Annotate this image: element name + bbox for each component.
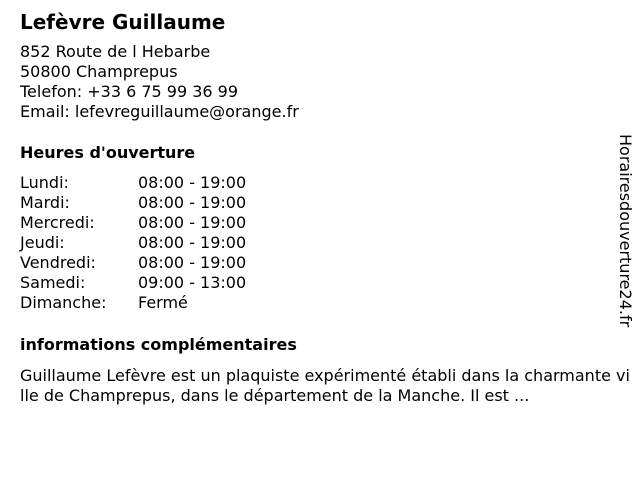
day-label: Lundi: [20, 173, 69, 192]
day-hours: 08:00 - 19:00 [138, 253, 247, 272]
day-label: Dimanche: [20, 293, 107, 312]
address-line-2: 50800 Champrepus [20, 62, 178, 81]
opening-hours-title: Heures d'ouverture [20, 143, 196, 162]
email-address: Email: lefevreguillaume@orange.fr [20, 102, 299, 121]
day-label: Mardi: [20, 193, 70, 212]
address-line-1: 852 Route de l Hebarbe [20, 42, 211, 61]
business-card [20, 10, 632, 406]
day-hours: 08:00 - 19:00 [138, 213, 247, 232]
day-label: Vendredi: [20, 253, 96, 272]
opening-hours-list [20, 173, 632, 313]
day-hours: 08:00 - 19:00 [138, 173, 247, 192]
hours-row-saturday [20, 273, 632, 293]
hours-row-wednesday [20, 213, 632, 233]
hours-row-monday [20, 173, 632, 193]
hours-row-friday [20, 253, 632, 273]
day-label: Samedi: [20, 273, 86, 292]
business-name: Lefèvre Guillaume [20, 10, 226, 34]
day-hours: Fermé [138, 293, 188, 312]
site-brand-watermark: Horairesdouverture24.fr [616, 134, 635, 328]
hours-row-thursday [20, 233, 632, 253]
day-label: Mercredi: [20, 213, 95, 232]
day-label: Jeudi: [20, 233, 65, 252]
business-description: Guillaume Lefèvre est un plaquiste expérimenté établi dans la charmante ville de Champrepus, dans le département de la Manche. Il est ... [20, 366, 630, 405]
day-hours: 08:00 - 19:00 [138, 193, 247, 212]
day-hours: 08:00 - 19:00 [138, 233, 247, 252]
hours-row-sunday [20, 293, 632, 313]
hours-row-tuesday [20, 193, 632, 213]
additional-info-title: informations complémentaires [20, 335, 297, 354]
day-hours: 09:00 - 13:00 [138, 273, 247, 292]
phone-number: Telefon: +33 6 75 99 36 99 [20, 82, 239, 101]
